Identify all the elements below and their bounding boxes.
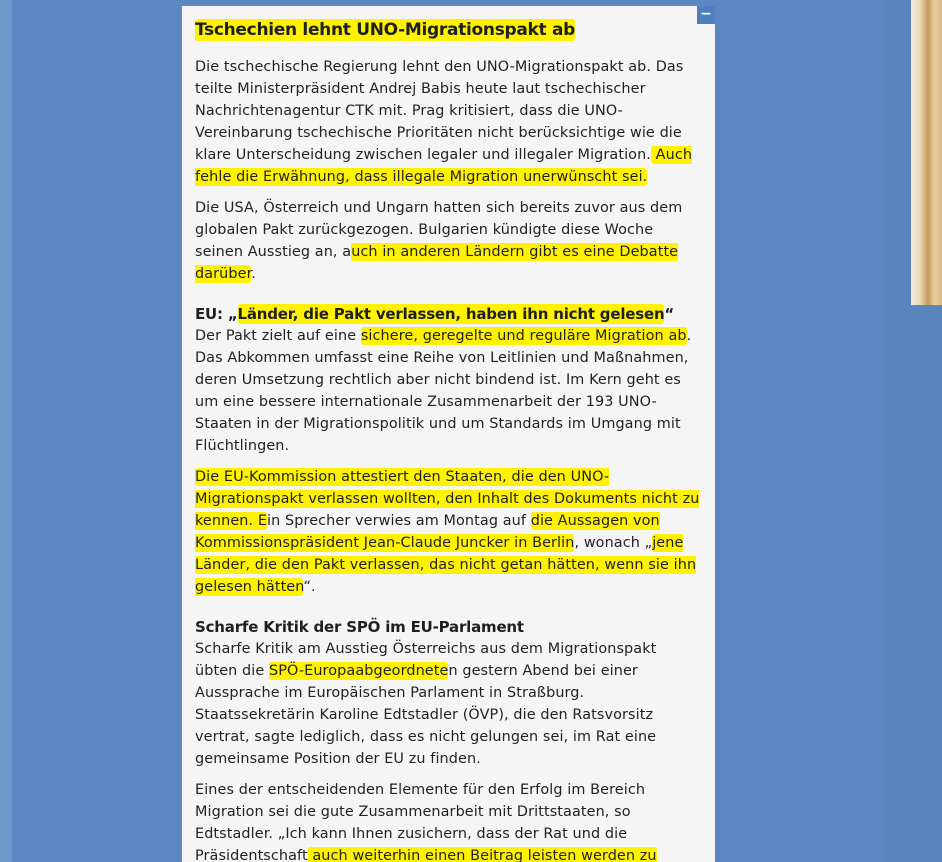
- text: Der Pakt zielt auf eine: [195, 328, 361, 344]
- highlight: uch in anderen Ländern gibt es eine Debatte darüber: [195, 244, 679, 282]
- text: “: [664, 305, 675, 323]
- collapse-button[interactable]: −: [697, 6, 715, 24]
- paragraph-spo-criticism: [195, 638, 700, 770]
- paragraph-eu-commission: [195, 466, 700, 598]
- article-content: [195, 18, 700, 862]
- section-heading-spo: Scharfe Kritik der SPÖ im EU-Parlament: [195, 618, 524, 636]
- text: Eines der entscheidenden Elemente für den Erfolg im Bereich Migration sei die gute Zusammenarbeit mit Drittstaaten, so Edtstadler. „Ich kann Ihnen zusichern, dass der Rat und die Präsidentschaft: [195, 782, 646, 862]
- paragraph-edtstadler: [195, 779, 700, 862]
- section-heading-eu: [195, 303, 700, 325]
- text: Scharfe Kritik am Ausstieg Österreichs aus dem Migrationspakt übten die: [195, 641, 657, 679]
- highlight: sichere, geregelte und reguläre Migration ab: [360, 328, 687, 344]
- text: Die USA, Österreich und Ungarn hatten sich bereits zuvor aus dem globalen Pakt zurückgezogen. Bulgarien kündigte diese Woche seinen Ausstieg an, a: [195, 200, 683, 260]
- text: n gestern Abend bei einer Aussprache im Europäischen Parlament in Straßburg. Staatssekretärin Karoline Edtstadler (ÖVP), die den Ratsvorsitz vertrat, sagte lediglich, dass es nicht gelungen sei, im Rat eine gemeinsame Position der EU zu finden.: [195, 663, 657, 767]
- text: Die tschechische Regierung lehnt den UNO-Migrationspakt ab. Das teilte Ministerpräsident Andrej Babis heute laut tschechischer Nachrichtenagentur CTK mit. Prag kritisiert, dass die UNO-Vereinbarung tschechische Prioritäten nicht berücksichtige wie die klare Unterscheidung zwischen legaler und illegaler Migration.: [195, 59, 684, 163]
- text: “.: [303, 579, 316, 595]
- text: EU: „: [195, 305, 238, 323]
- text: in Sprecher verwies am Montag auf: [267, 513, 531, 529]
- highlight: die Aussagen von Kommissionspräsident Jean-Claude Juncker in Berlin: [195, 513, 660, 551]
- article-panel: [182, 6, 715, 862]
- paragraph-intro: [195, 56, 700, 188]
- highlight: Auch fehle die Erwähnung, dass illegale Migration unerwünscht sei.: [195, 147, 693, 185]
- highlight: Länder, die Pakt verlassen, haben ihn nicht gelesen: [237, 305, 665, 323]
- highlight: SPÖ-Europaabgeordnete: [269, 663, 449, 679]
- highlight: Die EU-Kommission attestiert den Staaten, die den UNO-Migrationspakt verlassen wollten, den Inhalt des Dokuments nicht zu kennen. E: [195, 469, 700, 529]
- text: , wonach „: [574, 535, 653, 551]
- side-image-fragment: [911, 0, 942, 305]
- text: .: [251, 266, 256, 282]
- paragraph-pact-description: [195, 325, 700, 457]
- highlight: auch weiterhin einen Beitrag leisten werden zu: [308, 847, 657, 862]
- text: . Das Abkommen umfasst eine Reihe von Leitlinien und Maßnahmen, deren Umsetzung rechtlich aber nicht bindend ist. Im Kern geht es um eine bessere internationale Zusammenarbeit der 193 UNO-Staaten in der Migrationspolitik und um Standards im Umgang mit Flüchtlingen.: [195, 328, 692, 454]
- article-title: [195, 18, 700, 42]
- paragraph-other-countries: [195, 197, 700, 285]
- highlight: jene Länder, die den Pakt verlassen, das nicht getan hätten, wenn sie ihn gelesen hätten: [195, 535, 697, 595]
- highlight: Tschechien lehnt UNO-Migrationspakt ab: [195, 20, 576, 40]
- page-left-border: [0, 0, 12, 862]
